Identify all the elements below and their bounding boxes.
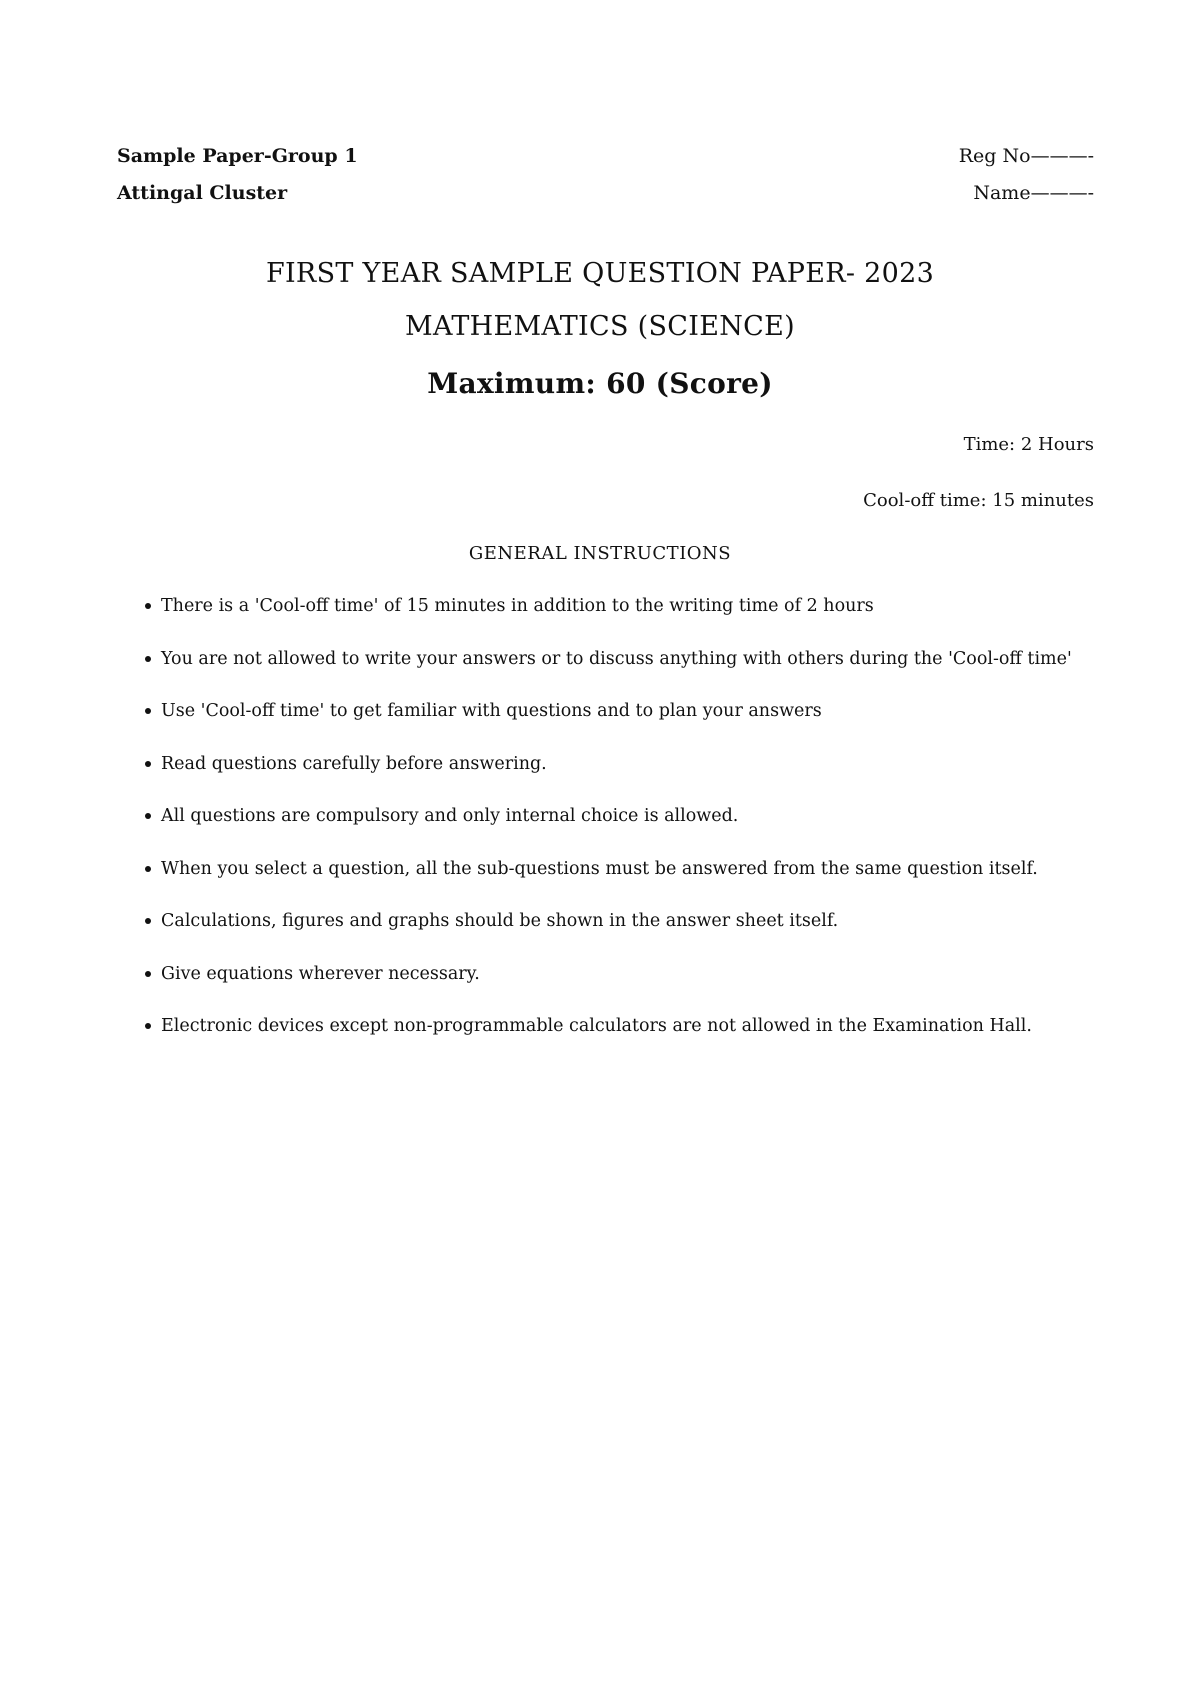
instruction-item: [145, 805, 1105, 858]
bullet-icon: [145, 971, 151, 977]
bullet-icon: [145, 813, 151, 819]
bullet-icon: [145, 708, 151, 714]
bullet-icon: [145, 603, 151, 609]
instruction-text: There is a 'Cool-off time' of 15 minutes in addition to the writing time of 2 hours: [161, 596, 874, 616]
subject-title: MATHEMATICS (SCIENCE): [405, 311, 795, 342]
header-row-2: [117, 182, 1094, 204]
instruction-text: All questions are compulsory and only internal choice is allowed.: [161, 806, 739, 826]
cool-off-time: Cool-off time: 15 minutes: [863, 490, 1094, 511]
instruction-text: Use 'Cool-off time' to get familiar with questions and to plan your answers: [161, 701, 822, 721]
instruction-item: [145, 753, 1105, 806]
bullet-icon: [145, 1023, 151, 1029]
maximum-score: Maximum: 60 (Score): [427, 367, 773, 400]
instruction-text: Read questions carefully before answering.: [161, 753, 547, 774]
header-row-1: [117, 145, 1094, 167]
instruction-item: [145, 595, 1105, 648]
cluster-label: Attingal Cluster: [117, 182, 288, 204]
bullet-icon: [145, 761, 151, 767]
bullet-icon: [145, 866, 151, 872]
instruction-text: You are not allowed to write your answers or to discuss anything with others during the 'Cool-off time': [161, 648, 1072, 669]
instruction-item: [145, 1015, 1105, 1068]
instruction-text: Electronic devices except non-programmable calculators are not allowed in the Examination Hall.: [161, 1016, 1032, 1036]
paper-group-label: Sample Paper-Group 1: [117, 145, 358, 167]
instruction-item: [145, 858, 1105, 911]
instruction-item: [145, 700, 1105, 753]
paper-title: FIRST YEAR SAMPLE QUESTION PAPER- 2023: [265, 258, 935, 289]
instruction-text: Calculations, figures and graphs should be shown in the answer sheet itself.: [161, 911, 839, 931]
bullet-icon: [145, 918, 151, 924]
instructions-heading: GENERAL INSTRUCTIONS: [468, 543, 732, 564]
instruction-text: Give equations wherever necessary.: [161, 963, 480, 984]
instruction-item: [145, 963, 1105, 1016]
time-allowed: Time: 2 Hours: [963, 434, 1094, 455]
bullet-icon: [145, 656, 151, 662]
instructions-list: [145, 595, 1105, 1068]
instruction-item: [145, 910, 1105, 963]
instruction-text: When you select a question, all the sub-questions must be answered from the same question itself.: [161, 858, 1038, 879]
reg-no-field: Reg No———-: [958, 145, 1094, 167]
name-field: Name———-: [973, 182, 1094, 204]
instruction-item: [145, 648, 1105, 701]
